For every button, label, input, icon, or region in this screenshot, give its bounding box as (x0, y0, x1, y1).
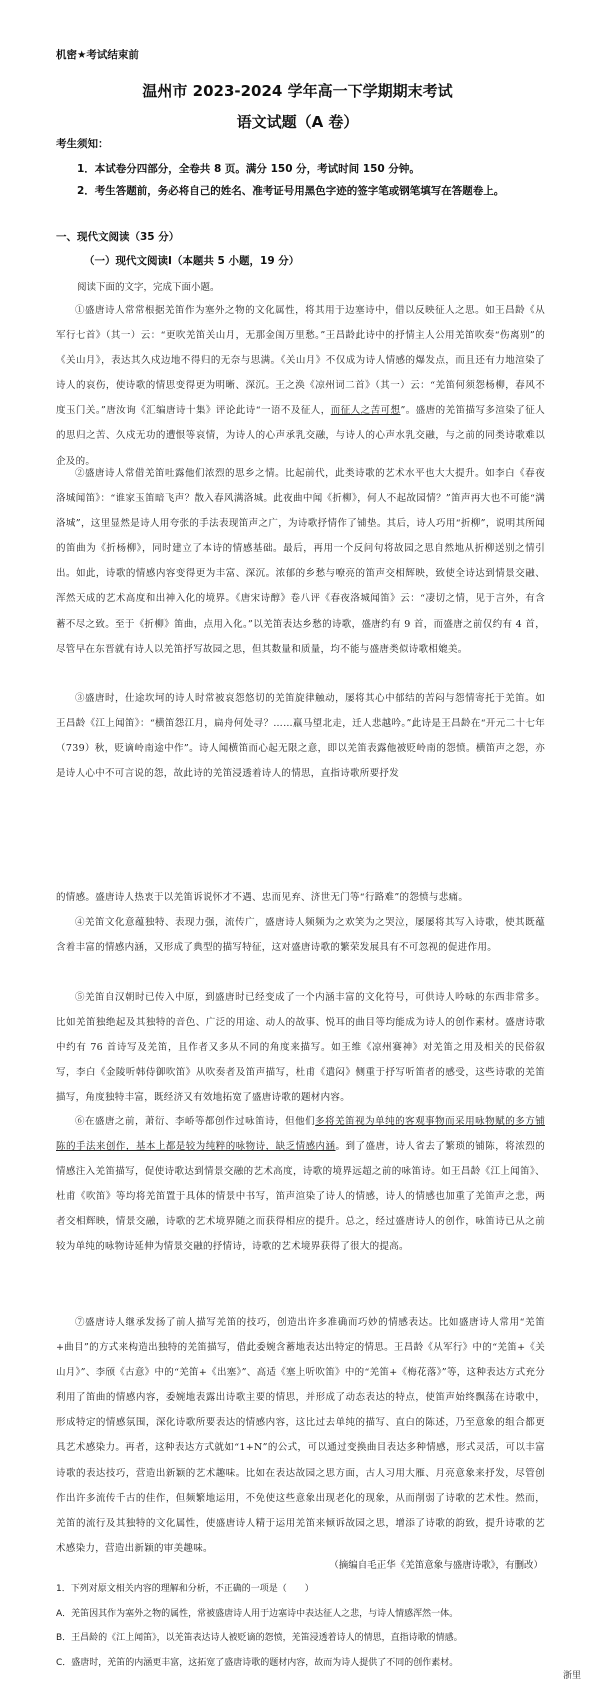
exam-title: 温州市 2023-2024 学年高一下学期期末考试 (142, 82, 453, 100)
paragraph-1-underline: 而征人之苦可想 (330, 405, 401, 417)
paragraph-6-tail: 。到了盛唐，诗人省去了繁琐的铺陈，将浓烈的情感注入羌笛描写，促使诗歌达到情景交融的艺术高度，诗歌的境界远超之前的咏笛诗。如王昌龄《江上闻笛》、杜甫《吹笛》等均将羌笛置于具体的情景中书写，笛声渲染了诗人的情感，诗人的情感也加重了羌笛声之悲，两者交相辉映，情景交融，诗歌的艺术境界随之而获得相应的提升。总之，经过盛唐诗人的创作，咏笛诗已从之前较为单纯的咏物诗延伸为情景交融的抒情诗，诗歌的艺术境界获得了很大的提高。 (56, 1141, 545, 1253)
paragraph-5: ⑤羌笛自汉朝时已传入中原，到盛唐时已经变成了一个内涵丰富的文化符号，可供诗人吟咏的东西非常多。比如羌笛独绝起及其独特的音色、广泛的用途、动人的故事、悦耳的曲目等均能成为诗人的创作素材。盛唐诗歌中约有 76 首诗写及羌笛，且作者又多从不同的角度来描写。如王维《凉州赛神》对羌笛之用及相关的民俗叙写，李白《金陵听韩侍御吹笛》从吹奏者及笛声描写，杜甫《遣闷》侧重于抒写听笛者的感受，这些诗歌的羌笛描写，角度独特丰富，既经济又有效地拓宽了盛唐诗歌的题材内容。 (56, 992, 545, 1104)
paragraph-6-text: ⑥在盛唐之前，萧衍、李峤等都创作过咏笛诗，但他们 (75, 1116, 316, 1127)
paragraph-6 (56, 1109, 545, 1260)
notice-item-1: 1．本试卷分四部分，全卷共 8 页。满分 150 分，考试时间 150 分钟。 (77, 163, 420, 175)
reading-instruction: 阅读下面的文字，完成下面小题。 (77, 282, 220, 293)
question-1: 1．下列对原文相关内容的理解和分析，不正确的一项是（ ） (56, 1584, 314, 1594)
footer-watermark: 浙里 (562, 1671, 581, 1681)
option-a: A．羌笛因其作为塞外之物的属性，常被盛唐诗人用于边塞诗中表达征人之悲，与诗人情感浑然一体。 (56, 1609, 459, 1619)
option-b: B．王昌龄的《江上闻笛》，以羌笛表达诗人被贬谪的怨愤，羌笛浸透着诗人的情思，直指诗歌的情感。 (56, 1633, 463, 1643)
paragraph-1-tail: ”。盛唐的羌笛描写多渲染了征人的思归之苦、久戍无功的遭恨等哀情，为诗人的心声承乳交融，与诗人的心声水乳交融，与之前的同类诗歌难以企及的。 (56, 405, 545, 467)
confidential-label: 机密★考试结束前 (56, 49, 139, 61)
notice-item-2: 2．考生答题前，务必将自己的姓名、准考证号用黑色字迹的签字笔或钢笔填写在答题卷上。 (77, 185, 505, 197)
section-subtitle: （一）现代文阅读Ⅰ（本题共 5 小题，19 分） (84, 255, 300, 267)
section-title: 一、现代文阅读（35 分） (56, 231, 180, 243)
paragraph-3: ③盛唐时，仕途坎坷的诗人时常被哀怨悠切的羌笛旋律触动，屡将其心中郁结的苦闷与怨情寄托于羌笛。如王昌龄《江上闻笛》：“横笛怨江月，扁舟何处寻？……羸马望北走，迁人悲越吟。”此诗是王昌龄在“开元二十七年（739）秋，贬谪岭南途中作”。诗人闻横笛而心起无限之意，即以羌笛表露他被贬岭南的怨愤。横笛声之怨，亦是诗人心中不可言说的怨，故此诗的羌笛浸透着诗人的情思，直指诗歌所要抒发 (56, 693, 545, 780)
paragraph-7: ⑦盛唐诗人继承发扬了前人描写羌笛的技巧，创造出许多准确而巧妙的情感表达。比如盛唐诗人常用“羌笛+曲目”的方式来构造出独特的羌笛描写，借此委婉含蓄地表达出特定的情思。王昌龄《从军行》中的“羌笛+《关山月》”、李颀《古意》中的“羌笛+《出塞》”、高适《塞上听吹笛》中的“羌笛+《梅花落》”等，这种表达方式充分利用了笛曲的情感内容，委婉地表露出诗歌主要的情思，并形成了动态表达的特点，使笛声始终飘荡在诗歌中，形成特定的情感氛围，深化诗歌所要表达的情感内容，这比过去单纯的描写、直白的陈述，乃至意象的组合都更具艺术感染力。再者，这种表达方式就如“1+N”的公式，可以通过变换曲目表达多种情感，形式灵活，可以丰富诗歌的表达技巧，营造出新颖的艺术趣味。比如在表达故园之思方面，古人习用大雁、月亮意象来抒发，尽管创作出许多流传千古的佳作，但频繁地运用，不免使这些意象出现老化的现象，从而削弱了诗歌的艺术性。然而，羌笛的流行及其独特的文化属性，使盛唐诗人精于运用羌笛来倾诉故园之思，增添了诗歌的韵致，提升诗歌的艺术感染力，营造出新颖的审美趣味。 (56, 1317, 545, 1554)
paragraph-4: ④羌笛文化意蕴独特、表现力强，流传广，盛唐诗人频频为之欢笑为之哭泣，屡屡将其写入诗歌，使其既蕴含着丰富的情感内涵，又形成了典型的描写特征，这对盛唐诗歌的繁荣发展具有不可忽视的促进作用。 (56, 917, 545, 954)
source-citation: （摘编自毛正华《羌笛意象与盛唐诗歌》，有删改） (329, 1560, 543, 1571)
paragraph-1 (56, 298, 545, 474)
option-c: C．盛唐时，羌笛的内涵更丰富，这拓宽了盛唐诗歌的题材内容，故而为诗人提供了不同的创作素材。 (56, 1658, 459, 1668)
paragraph-3-continued: 的情感。盛唐诗人热衷于以羌笛诉说怀才不遇、忠而见弃、济世无门等“行路难”的怨愤与悲痛。 (56, 892, 469, 903)
paragraph-2: ②盛唐诗人常借羌笛吐露他们浓烈的思乡之情。比起前代，此类诗歌的艺术水平也大大提升。如李白《春夜洛城闻笛》：“谁家玉笛暗飞声？散入春风满洛城。此夜曲中闻《折柳》，何人不起故园情？”笛声再大也不可能“满洛城”，这里显然是诗人用夸张的手法表现笛声之广，为诗歌抒情作了铺垫。其后，诗人巧用“折柳”，说明其所闻的笛曲为《折杨柳》，同时建立了本诗的情感基础。最后，再用一个反问句将故园之思自然地从折柳送别之情引出。如此，诗歌的情感内容变得更为丰富、深沉。浓郁的乡愁与嘹亮的笛声交相辉映，致使全诗达到情景交融、浑然天成的艺术高度和出神入化的境界。《唐宋诗醇》卷八评《春夜洛城闻笛》云：“凄切之情，见于言外，有含蓄不尽之致。至于《折柳》笛曲，点用入化。”以羌笛表达乡愁的诗歌，盛唐约有 9 首，而盛唐之前仅约有 4 首，尽管早在东晋就有诗人以羌笛抒写故园之思，但其数量和质量，均不能与盛唐类似诗歌相媲美。 (56, 468, 545, 655)
notice-heading: 考生须知： (56, 138, 109, 150)
paragraph-1-text: ①盛唐诗人常常根据羌笛作为塞外之物的文化属性，将其用于边塞诗中，借以反映征人之思。如王昌龄《从军行七首》（其一）云：“更吹羌笛关山月，无那金闺万里愁。”王昌龄此诗中的抒情主人公用羌笛吹奏“伤离别”的《关山月》，表达其久戍边地不得归的无奈与思满。《关山月》不仅成为诗人情感的爆发点，而且还有力地渲染了诗人的哀伤，使诗歌的情思变得更为明晰、深沉。王之涣《凉州词二首》（其一）云：“羌笛何须怨杨柳，春风不度玉门关。”唐汝询《汇编唐诗十集》评论此诗“一语不及征人， (56, 305, 545, 417)
paragraph-6-underline: 多将羌笛视为单纯的客观事物而采用咏物赋的多方铺陈的手法来创作，基本上都是较为纯粹的咏物诗，缺乏情感内涵 (56, 1116, 546, 1153)
exam-subtitle: 语文试题（A 卷） (236, 113, 359, 131)
